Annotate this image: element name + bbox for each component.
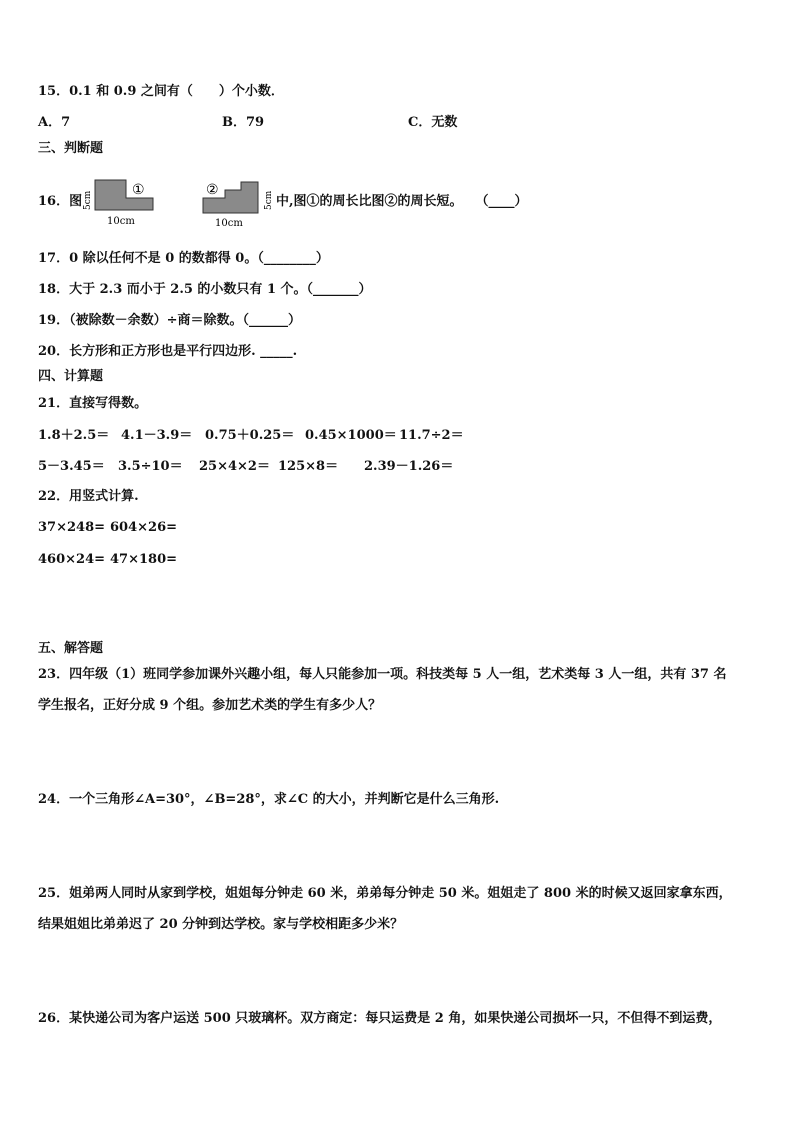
question-25-line-2: 结果姐姐比弟弟迟了 20 分钟到达学校。家与学校相距多少米？ [38, 917, 404, 932]
question-25-line-1: 25．姐弟两人同时从家到学校，姐姐每分钟走 60 米，弟弟每分钟走 50 米。姐姐走了 800 米的时候又返回家拿东西， [38, 886, 732, 901]
calc-item: 3.5÷10＝ [118, 459, 183, 474]
calc-item: 0.45×1000＝ [305, 428, 397, 443]
question-17: 17．0 除以任何不是 0 的数都得 0。（________） [38, 251, 329, 266]
figure-2 [198, 170, 278, 228]
calc-item: 2.39－1.26＝ [364, 459, 454, 474]
vertical-calc-item: 47×180= [110, 552, 178, 567]
calc-item: 0.75＋0.25＝ [205, 428, 295, 443]
question-20: 20．长方形和正方形也是平行四边形. _____. [38, 344, 298, 359]
question-23-line-2: 学生报名，正好分成 9 个组。参加艺术类的学生有多少人？ [38, 698, 382, 713]
figure-1-width-label: 10cm [107, 216, 135, 227]
question-21-stem: 21．直接写得数。 [38, 396, 148, 411]
section-3-heading: 三、判断题 [38, 141, 104, 156]
question-16-prefix: 16．图 [38, 194, 83, 209]
question-22-stem: 22．用竖式计算. [38, 489, 139, 504]
question-23-line-1: 23．四年级（1）班同学参加课外兴趣小组，每人只能参加一项。科技类每 5 人一组，艺术类每 3 人一组，共有 37 名 [38, 667, 727, 682]
figure-1-circle-label: ① [132, 182, 145, 198]
question-24: 24．一个三角形∠A=30°，∠B=28°，求∠C 的大小，并判断它是什么三角形. [38, 792, 500, 807]
question-15-stem: 15．0.1 和 0.9 之间有（ ）个小数． [38, 84, 284, 99]
calc-item: 1.8＋2.5＝ [38, 428, 110, 443]
section-4-heading: 四、计算题 [38, 369, 104, 384]
figure-2-width-label: 10cm [215, 218, 243, 228]
vertical-calc-item: 460×24= [38, 552, 106, 567]
vertical-calc-item: 604×26= [110, 520, 178, 535]
figure-1 [80, 170, 160, 228]
question-16-statement: 中,图①的周长比图②的周长短。 （____） [276, 194, 528, 209]
calc-item: 4.1－3.9＝ [121, 428, 193, 443]
calc-item: 5－3.45＝ [38, 459, 105, 474]
question-15-option-b: B．79 [222, 115, 265, 130]
vertical-calc-item: 37×248= [38, 520, 106, 535]
calc-item: 25×4×2＝ [199, 459, 270, 474]
question-18: 18．大于 2.3 而小于 2.5 的小数只有 1 个。（_______） [38, 282, 372, 297]
figure-2-circle-label: ② [206, 182, 219, 198]
figure-2-height-label: 5cm [264, 190, 274, 210]
calc-item: 11.7÷2＝ [399, 428, 464, 443]
question-26-line-1: 26．某快递公司为客户运送 500 只玻璃杯。双方商定：每只运费是 2 角，如果快递公司损坏一只，不但得不到运费， [38, 1011, 722, 1026]
figure-1-height-label: 5cm [83, 190, 93, 210]
section-5-heading: 五、解答题 [38, 641, 104, 656]
calc-item: 125×8＝ [278, 459, 339, 474]
question-15-option-a: A．7 [38, 115, 71, 130]
question-19: 19．（被除数－余数）÷商＝除数。（______） [38, 313, 301, 328]
question-15-option-c: C．无数 [408, 115, 458, 130]
